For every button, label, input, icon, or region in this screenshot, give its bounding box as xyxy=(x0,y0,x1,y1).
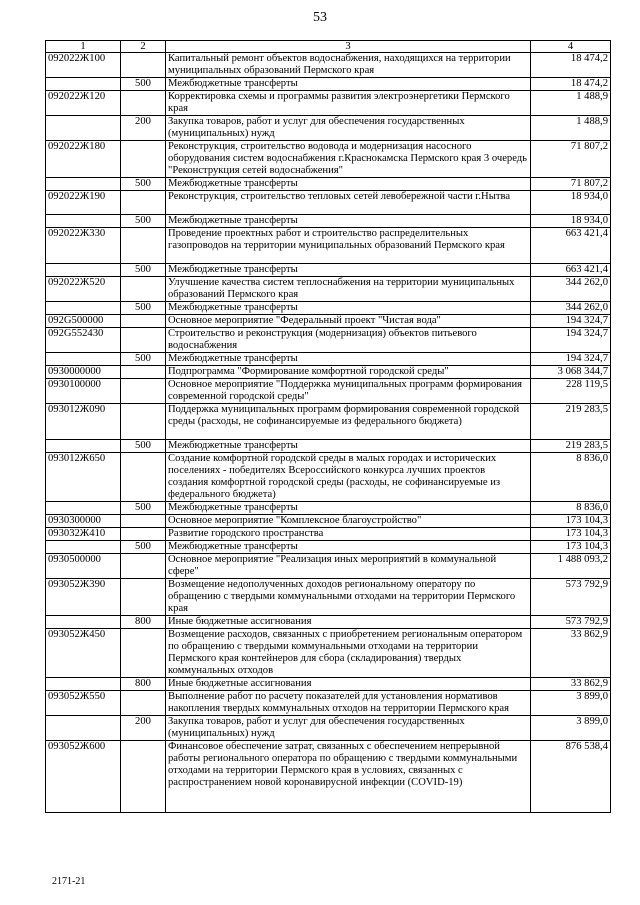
cell-amount: 33 862,9 xyxy=(531,629,611,678)
cell-code xyxy=(46,616,121,629)
cell-kind: 500 xyxy=(121,302,166,315)
cell-amount: 1 488,9 xyxy=(531,116,611,141)
cell-name: Улучшение качества систем теплоснабжения на территории муниципальных образований Пермского края xyxy=(166,277,531,302)
cell-amount: 344 262,0 xyxy=(531,302,611,315)
cell-code: 0930000000 xyxy=(46,366,121,379)
cell-code: 092022Ж100 xyxy=(46,53,121,78)
cell-code xyxy=(46,178,121,191)
cell-name: Основное мероприятие "Федеральный проект "Чистая вода" xyxy=(166,315,531,328)
cell-amount: 3 899,0 xyxy=(531,716,611,741)
table-row xyxy=(46,691,611,716)
cell-name: Основное мероприятие "Поддержка муниципальных программ формирования современной городской среды" xyxy=(166,379,531,404)
table-row xyxy=(46,629,611,678)
cell-amount: 33 862,9 xyxy=(531,678,611,691)
cell-code xyxy=(46,502,121,515)
header-cell-2: 2 xyxy=(121,41,166,53)
cell-name: Межбюджетные трансферты xyxy=(166,215,531,228)
cell-name: Межбюджетные трансферты xyxy=(166,541,531,554)
cell-code: 093052Ж600 xyxy=(46,741,121,813)
cell-name: Строительство и реконструкция (модернизация) объектов питьевого водоснабжения xyxy=(166,328,531,353)
cell-name: Закупка товаров, работ и услуг для обеспечения государственных (муниципальных) нужд xyxy=(166,716,531,741)
cell-name: Межбюджетные трансферты xyxy=(166,302,531,315)
table-row xyxy=(46,678,611,691)
table-row xyxy=(46,191,611,215)
cell-kind xyxy=(121,404,166,440)
cell-amount: 344 262,0 xyxy=(531,277,611,302)
cell-amount: 173 104,3 xyxy=(531,541,611,554)
budget-table xyxy=(45,40,611,813)
cell-name: Финансовое обеспечение затрат, связанных с обеспечением непрерывной работы регионального оператора по обращению с твердыми коммунальными отходами на территории Пермского края в условиях, связанных с распространением новой коронавирусной инфекции (COVID-19) xyxy=(166,741,531,813)
cell-name: Межбюджетные трансферты xyxy=(166,78,531,91)
cell-kind xyxy=(121,191,166,215)
cell-code: 092022Ж520 xyxy=(46,277,121,302)
page-number: 53 xyxy=(313,10,327,25)
cell-code xyxy=(46,78,121,91)
cell-name: Развитие городского пространства xyxy=(166,528,531,541)
cell-name: Реконструкция, строительство водовода и модернизация насосного оборудования систем водоснабжения г.Краснокамска Пермского края 3 очередь "Реконструкция сетей водоснабжения" xyxy=(166,141,531,178)
cell-amount: 663 421,4 xyxy=(531,264,611,277)
cell-amount: 876 538,4 xyxy=(531,741,611,813)
table-row xyxy=(46,91,611,116)
cell-kind xyxy=(121,515,166,528)
table-row xyxy=(46,116,611,141)
cell-kind xyxy=(121,53,166,78)
cell-name: Межбюджетные трансферты xyxy=(166,178,531,191)
table-row xyxy=(46,141,611,178)
cell-kind xyxy=(121,691,166,716)
cell-kind: 200 xyxy=(121,716,166,741)
cell-amount: 663 421,4 xyxy=(531,228,611,264)
cell-amount: 194 324,7 xyxy=(531,328,611,353)
cell-kind xyxy=(121,228,166,264)
table-row xyxy=(46,554,611,579)
table-row xyxy=(46,228,611,264)
table-row xyxy=(46,716,611,741)
cell-code: 092022Ж330 xyxy=(46,228,121,264)
cell-kind: 500 xyxy=(121,502,166,515)
header-cell-3: 3 xyxy=(166,41,531,53)
cell-amount: 71 807,2 xyxy=(531,178,611,191)
cell-kind: 500 xyxy=(121,541,166,554)
cell-code: 0930500000 xyxy=(46,554,121,579)
cell-code xyxy=(46,541,121,554)
cell-amount: 194 324,7 xyxy=(531,353,611,366)
cell-code: 0930100000 xyxy=(46,379,121,404)
cell-kind xyxy=(121,277,166,302)
cell-code xyxy=(46,215,121,228)
cell-name: Поддержка муниципальных программ формирования современной городской среды (расходы, не софинансируемые из федерального бюджета) xyxy=(166,404,531,440)
cell-name: Возмещение недополученных доходов региональному оператору по обращению с твердыми коммунальными отходами на территории Пермского края xyxy=(166,579,531,616)
cell-code: 092022Ж120 xyxy=(46,91,121,116)
table-row xyxy=(46,379,611,404)
table-row xyxy=(46,616,611,629)
cell-code xyxy=(46,116,121,141)
cell-kind: 500 xyxy=(121,440,166,453)
cell-kind: 500 xyxy=(121,215,166,228)
table-row xyxy=(46,366,611,379)
cell-kind: 200 xyxy=(121,116,166,141)
cell-amount: 8 836,0 xyxy=(531,453,611,502)
table-row xyxy=(46,404,611,440)
table-row xyxy=(46,440,611,453)
cell-amount: 173 104,3 xyxy=(531,528,611,541)
table-row xyxy=(46,277,611,302)
cell-amount: 18 934,0 xyxy=(531,191,611,215)
cell-name: Иные бюджетные ассигнования xyxy=(166,678,531,691)
cell-amount: 219 283,5 xyxy=(531,440,611,453)
cell-name: Основное мероприятие "Комплексное благоустройство" xyxy=(166,515,531,528)
cell-code: 0930300000 xyxy=(46,515,121,528)
table-row xyxy=(46,502,611,515)
table-row xyxy=(46,53,611,78)
table-row xyxy=(46,528,611,541)
cell-code: 093052Ж550 xyxy=(46,691,121,716)
cell-name: Межбюджетные трансферты xyxy=(166,440,531,453)
cell-name: Межбюджетные трансферты xyxy=(166,264,531,277)
cell-kind xyxy=(121,554,166,579)
cell-kind xyxy=(121,328,166,353)
header-cell-1: 1 xyxy=(46,41,121,53)
table-row xyxy=(46,579,611,616)
table-row xyxy=(46,353,611,366)
cell-kind: 500 xyxy=(121,78,166,91)
cell-kind xyxy=(121,379,166,404)
cell-kind xyxy=(121,453,166,502)
table-row xyxy=(46,453,611,502)
cell-kind xyxy=(121,315,166,328)
cell-amount: 1 488 093,2 xyxy=(531,554,611,579)
cell-name: Возмещение расходов, связанных с приобретением региональным оператором по обращению с твердыми коммунальными отходами на территории Пермского края контейнеров для сбора (складирования) твердых коммунальных отходов xyxy=(166,629,531,678)
cell-code xyxy=(46,302,121,315)
cell-name: Подпрограмма "Формирование комфортной городской среды" xyxy=(166,366,531,379)
cell-kind: 800 xyxy=(121,678,166,691)
cell-code: 093052Ж450 xyxy=(46,629,121,678)
cell-code: 092G500000 xyxy=(46,315,121,328)
cell-amount: 228 119,5 xyxy=(531,379,611,404)
table-header-row xyxy=(46,41,611,53)
cell-kind: 500 xyxy=(121,178,166,191)
cell-code: 092G552430 xyxy=(46,328,121,353)
table-row xyxy=(46,178,611,191)
cell-code xyxy=(46,440,121,453)
table-row xyxy=(46,264,611,277)
cell-code: 093012Ж650 xyxy=(46,453,121,502)
table-row xyxy=(46,215,611,228)
cell-name: Реконструкция, строительство тепловых сетей левобережной части г.Нытва xyxy=(166,191,531,215)
cell-kind: 500 xyxy=(121,353,166,366)
cell-code xyxy=(46,716,121,741)
cell-kind: 800 xyxy=(121,616,166,629)
table-body xyxy=(46,53,611,813)
table-row xyxy=(46,741,611,813)
cell-name: Выполнение работ по расчету показателей для установления нормативов накопления твердых коммунальных отходов на территории Пермского края xyxy=(166,691,531,716)
cell-code xyxy=(46,678,121,691)
cell-kind: 500 xyxy=(121,264,166,277)
cell-name: Межбюджетные трансферты xyxy=(166,353,531,366)
cell-amount: 219 283,5 xyxy=(531,404,611,440)
table-row xyxy=(46,328,611,353)
cell-name: Капитальный ремонт объектов водоснабжения, находящихся на территории муниципальных образований Пермского края xyxy=(166,53,531,78)
cell-amount: 1 488,9 xyxy=(531,91,611,116)
cell-name: Основное мероприятие "Реализация иных мероприятий в коммунальной сфере" xyxy=(166,554,531,579)
cell-amount: 8 836,0 xyxy=(531,502,611,515)
cell-amount: 18 474,2 xyxy=(531,53,611,78)
cell-amount: 3 068 344,7 xyxy=(531,366,611,379)
cell-kind xyxy=(121,141,166,178)
cell-kind xyxy=(121,629,166,678)
table-row xyxy=(46,541,611,554)
table-row xyxy=(46,315,611,328)
cell-amount: 194 324,7 xyxy=(531,315,611,328)
cell-name: Закупка товаров, работ и услуг для обеспечения государственных (муниципальных) нужд xyxy=(166,116,531,141)
cell-code xyxy=(46,264,121,277)
table-row xyxy=(46,302,611,315)
cell-amount: 3 899,0 xyxy=(531,691,611,716)
cell-kind xyxy=(121,579,166,616)
cell-kind xyxy=(121,741,166,813)
cell-amount: 573 792,9 xyxy=(531,579,611,616)
cell-code: 093052Ж390 xyxy=(46,579,121,616)
cell-amount: 71 807,2 xyxy=(531,141,611,178)
cell-kind xyxy=(121,366,166,379)
cell-name: Проведение проектных работ и строительство распределительных газопроводов на территории муниципальных образований Пермского края xyxy=(166,228,531,264)
cell-code: 092022Ж190 xyxy=(46,191,121,215)
table-row xyxy=(46,78,611,91)
cell-code xyxy=(46,353,121,366)
header-cell-4: 4 xyxy=(531,41,611,53)
cell-amount: 173 104,3 xyxy=(531,515,611,528)
cell-name: Создание комфортной городской среды в малых городах и исторических поселениях - победителях Всероссийского конкурса лучших проектов создания комфортной городской среды (расходы, не софинансируемые из федерального бюджета) xyxy=(166,453,531,502)
cell-amount: 18 934,0 xyxy=(531,215,611,228)
cell-kind xyxy=(121,91,166,116)
cell-amount: 573 792,9 xyxy=(531,616,611,629)
document-code: 2171-21 xyxy=(52,876,86,887)
cell-name: Иные бюджетные ассигнования xyxy=(166,616,531,629)
cell-name: Корректировка схемы и программы развития электроэнергетики Пермского края xyxy=(166,91,531,116)
cell-code: 093012Ж090 xyxy=(46,404,121,440)
cell-code: 093032Ж410 xyxy=(46,528,121,541)
cell-code: 092022Ж180 xyxy=(46,141,121,178)
cell-name: Межбюджетные трансферты xyxy=(166,502,531,515)
table-row xyxy=(46,515,611,528)
cell-kind xyxy=(121,528,166,541)
cell-amount: 18 474,2 xyxy=(531,78,611,91)
